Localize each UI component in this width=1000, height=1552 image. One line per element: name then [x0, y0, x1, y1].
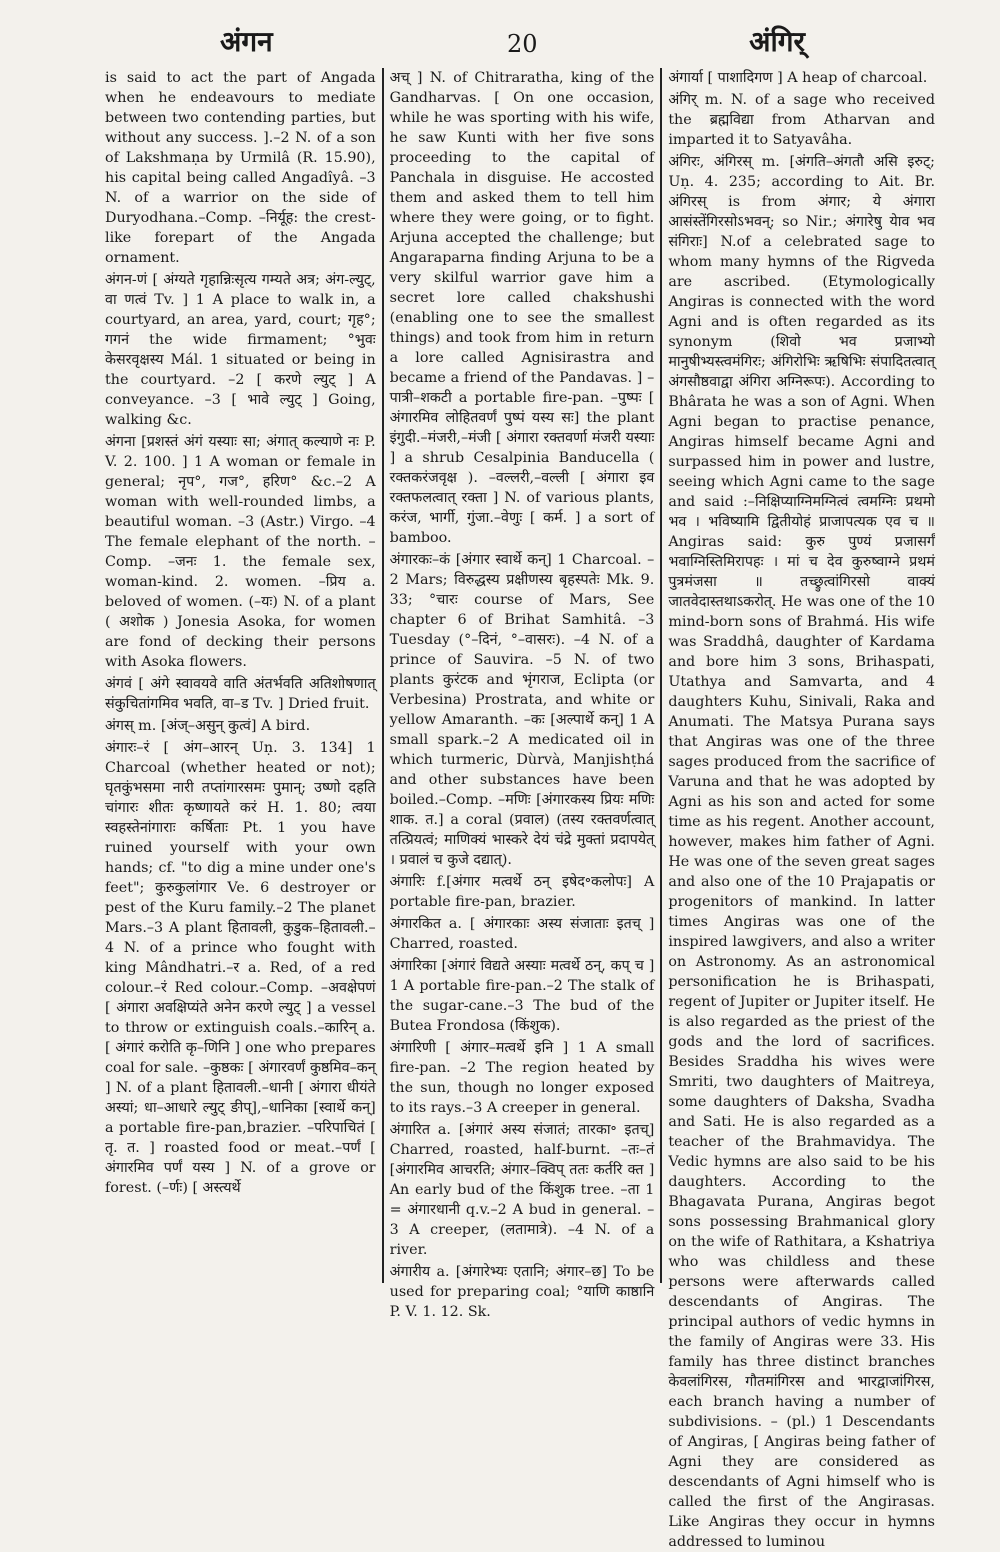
- entry-paragraph: अंगारकः–कं [अंगार स्वार्थे कन्] 1 Charcoal. –2 Mars; विरुद्धस्य प्रक्षीणस्य बृहस्पतेः Mk. 9. 33; °चारः course of Mars, See chapter 6 of Brihat Samhitâ. –3 Tuesday (°–दिनं, °–वासरः). –4 N. of a prince of Sauvira. –5 N. of two plants कुरंटक and भृंगराज, Eclipta (or Verbesina) Prostrata, and white or yellow Amaranth. –कः [अल्पार्थे कन्] 1 A small spark.–2 A medicated oil in which turmeric, Dùrvà, Manjishṭhá and other substances have been boiled.–Comp. –मणिः [अंगारकस्य प्रियः मणिः शाक. त.] a coral (प्रवाल) (तस्य रक्तवर्णत्वात् तत्प्रियत्वं; माणिक्यं भास्करे देयं चंद्रे मुक्तां प्रदापयेत् । प्रवालं च कुजे दद्यात्).: [389, 552, 655, 868]
- entry-paragraph: अंगना [प्रशस्तं अंगं यस्याः सा; अंगात् कल्याणे नः P. V. 2. 100. ] 1 A woman or female in general; नृप°, गज°, हरिण° &c.–2 A woman with well-rounded limbs, a beautiful woman. –3 (Astr.) Virgo. –4 The female elephant of the north. –Comp. –जनः 1. the female sex, woman-kind. 2. women. –प्रिय a. beloved of women. (–यः) N. of a plant ( अशोक ) Jonesia Asoka, for women are fond of decking their persons with Asoka flowers.: [105, 434, 376, 670]
- column-1: [105, 68, 382, 1283]
- entry-paragraph: अंगन-णं [ अंग्यते गृहान्निःसृत्य गम्यते अत्र; अंग-ल्युट्, वा णत्वं Tv. ] 1 A place to walk in, a courtyard, an area, yard, court; गृह°; गगनं the wide firmament; °भुवः केसरवृक्षस्य Mál. 1 situated or being in the courtyard. –2 [ करणे ल्युट् ] A conveyance. –3 [ भावे ल्युट् ] Going, walking &c.: [105, 272, 376, 428]
- header-guide-word-right: अंगिर्: [749, 25, 805, 58]
- entry-paragraph: अंगार्या [ पाशादिगण ] A heap of charcoal.: [668, 70, 928, 86]
- entry-paragraph: अच् ] N. of Chitraratha, king of the Gandharvas. [ On one occasion, while he was sporting with his wife, he saw Kunti with her five sons proceeding to the capital of Panchala in disguise. He accosted them and asked them to tell him where they were going, or to fight. Arjuna accepted the challenge; but Angaraparna finding Arjuna to be a very skilful warrior gave him a secret lore called chakshushi (enabling one to see the smallest things) and took from him in return a lore called Agnisirastra and became a friend of the Pandavas. ] –पात्री–शकटी a portable fire-pan. –पुष्पः [ अंगारमिव लोहितवर्णं पुष्पं यस्य सः] the plant इंगुदी.–मंजरी,–मंजी [ अंगारा रक्तवर्णा मंजरी यस्याः ] a shrub Cesalpinia Banducella ( रक्तकरंजवृक्ष ). –वल्लरी,–वल्ली [ अंगारा इव रक्तफलत्वात् रक्ता ] N. of various plants, करंज, भार्गी, गुंजा.–वेणुः [ कर्म. ] a sort of bamboo.: [389, 70, 655, 546]
- entry-paragraph: अंगारित a. [अंगारं अस्य संजातं; तारका॰ इतच्] Charred, roasted, half-burnt. –तः–तं [अंगारमिव आचरति; अंगार–क्विप् ततः कर्तरि क्त ] An early bud of the किंशुक tree. –ता 1 = अंगारधानी q.v.–2 A bud in general. –3 A creeper, (लतामात्रे). –4 N. of a river.: [389, 1122, 655, 1258]
- entry-paragraph: अंगिर् m. N. of a sage who received the ब्रह्मविद्या from Atharvan and imparted it to Satyavâha.: [668, 92, 935, 148]
- entry-paragraph: अंगारिका [अंगारं विद्यते अस्याः मत्वर्थे ठन्, कप् च ] 1 A portable fire-pan.–2 The stalk of the sugar-cane.–3 The bud of the Butea Frondosa (किंशुक).: [389, 958, 655, 1034]
- entry-paragraph: अंगस् m. [अंज्–असुन् कुत्वं] A bird.: [105, 718, 311, 734]
- entry-paragraph: अंगारः–रं [ अंग–आरन् Uṇ. 3. 134] 1 Charcoal (whether heated or not); घृतकुंभसमा नारी तप्तांगारसमः पुमान्; उष्णो दहति चांगारः शीतः कृष्णायते करं H. 1. 80; त्वया स्वहस्तेनांगाराः कर्षिताः Pt. 1 you have ruined yourself with your own hands; cf. "to dig a mine under one's feet"; कुरुकुलांगार Ve. 6 destroyer or pest of the Kuru family.–2 The planet Mars.–3 A plant हितावली, कुडुक–हितावली.–4 N. of a prince who fought with king Mândhatri.–र a. Red, of a red colour.–रं Red colour.–Comp. –अवक्षेपणं [ अंगारा अवक्षिप्यंते अनेन करणे ल्युट् ] a vessel to throw or extinguish coals.–कारिन् a. [ अंगारं करोति कृ–णिनि ] one who prepares coal for sale. –कुष्ठकः [ अंगारवर्णं कुष्ठमिव–कन् ] N. of a plant हितावली.–धानी [ अंगारा धीयंते अस्यां; धा–आधारे ल्युट् ङीप्],–धानिका [स्वार्थे कन्] a portable fire-pan,brazier. –परिपाचितं [ तृ. त. ] roasted food or meat.–पर्णं [ अंगारमिव पर्णं यस्य ] N. of a grove or forest. (–र्णः) [ अस्त्यर्थे: [105, 740, 376, 1196]
- entry-paragraph: अंगारिः f.[अंगार मत्वर्थे ठन् इषेद॰कलोपः] A portable fire-pan, brazier.: [389, 874, 655, 910]
- entry-paragraph: अंगारिणी [ अंगार–मत्वर्थे इनि ] 1 A small fire-pan. –2 The region heated by the sun, though no longer exposed to its rays.–3 A creeper in general.: [389, 1040, 655, 1116]
- text-columns: [105, 68, 935, 1550]
- page-number: 20: [507, 30, 538, 58]
- entry-paragraph: अंगारकित a. [ अंगारकाः अस्य संजाताः इतच् ] Charred, roasted.: [389, 916, 655, 952]
- column-2: [384, 68, 661, 1320]
- entry-paragraph: is said to act the part of Angada when he endeavours to mediate between two contending parties, but without any success. ].–2 N. of a son of Lakshmaṇa by Urmilâ (R. 15.90), his capital being called Angadîyâ. –3 N. of a warrior on the side of Duryodhana.–Comp. –निर्यूह: the crest-like forepart of the Angada ornament.: [105, 70, 376, 266]
- header-guide-word-left: अंगन: [220, 25, 273, 58]
- entry-paragraph: अंगारीय a. [अंगारेभ्यः एतानि; अंगार–छ] To be used for preparing coal; °याणि काष्ठानि P. V. 1. 12. Sk.: [389, 1264, 655, 1320]
- entry-paragraph: अंगिरः, अंगिरस् m. [अंगति–अंगतौ असि इरुट्; Uṇ. 4. 235; according to Ait. Br. अंगिरस् is from अंगार; ये अंगारा आसंस्तेंगिरसोऽभवन्; so Nir.; अंगारेषु येाव भव संगिराः] N.of a celebrated sage to whom many hymns of the Rigveda are ascribed. (Etymologically Angiras is connected with the word Agni and is often regarded as its synonym (शिवो भव प्रजाभ्यो मानुषीभ्यस्त्वमंगिरः; अंगिरोभिः ऋषिभिः संपादितत्वात् अंगसौष्ठवाद्वा अंगिरा अग्निरूपः). According to Bhârata he was a son of Agni. When Agni began to practise penance, Angiras himself became Agni and surpassed him in power and lustre, seeing which Agni came to the sage and said :–निक्षिप्याग्निमग्नित्वं त्वमग्निः प्रथमो भव । भविष्यामि द्वितीयोहं प्राजापत्यक एव च ॥ Angiras said: कुरु पुण्यं प्रजासर्गं भवाग्निस्तिमिरापहः । मां च देव कुरुष्वाग्ने प्रथमं पुत्रमंजसा ॥ तच्छ्रुत्वांगिरसो वाक्यं जातवेदास्तथाऽकरोत्. He was one of the 10 mind-born sons of Brahmá. His wife was Sraddhâ, daughter of Kardama and bore him 3 sons, Brihaspati, Utathya and Samvarta, and 4 daughters Kuhu, Sinivali, Raka and Anumati. The Matsya Purana says that Angiras was one of the three sages produced from the sacrifice of Varuna and that he was adopted by Agni as his son and acted for some time as his regent. Another account, however, makes him father of Agni. He was one of the seven great sages and also one of the 10 Prajapatis or progenitors of mankind. In latter times Angiras was one of the inspired lawgivers, and also a writer on Astronomy. As an astronomical personification he is Brihaspati, regent of Jupiter or Jupiter itself. He is also regarded as the priest of the gods and the lord of sacrifices. Besides Sraddha his wives were Smriti, two daughters of Maitreya, some daughters of Daksha, Svadha and Sati. He is also regarded as a teacher of the Brahmavidya. The Vedic hymns are also said to be his daughters. According to the Bhagavata Purana, Angiras begot sons possessing Brahmanical glory on the wife of Rathitara, a Kshatriya who was childless and these persons were afterwards called descendants of Angiras. The principal authors of vedic hymns in the family of Angiras were 33. His family has three distinct branches केवलांगिरस, गौतमांगिरस and भारद्वाजांगिरस, each branch having a number of subdivisions. – (pl.) 1 Descendants of Angiras, [ Angiras being father of Agni they are considered as descendants of Agni himself who is called the first of the Angirasas. Like Angiras they occur in hymns addressed to luminou: [668, 154, 935, 1550]
- column-3: [662, 68, 935, 1550]
- entry-paragraph: अंगवं [ अंगे स्वावयवे वाति अंतर्भवति अतिशोषणात् संकुचितांगमिव भवति, वा–ड Tv. ] Dried fruit.: [105, 676, 376, 712]
- page-header: [90, 22, 940, 70]
